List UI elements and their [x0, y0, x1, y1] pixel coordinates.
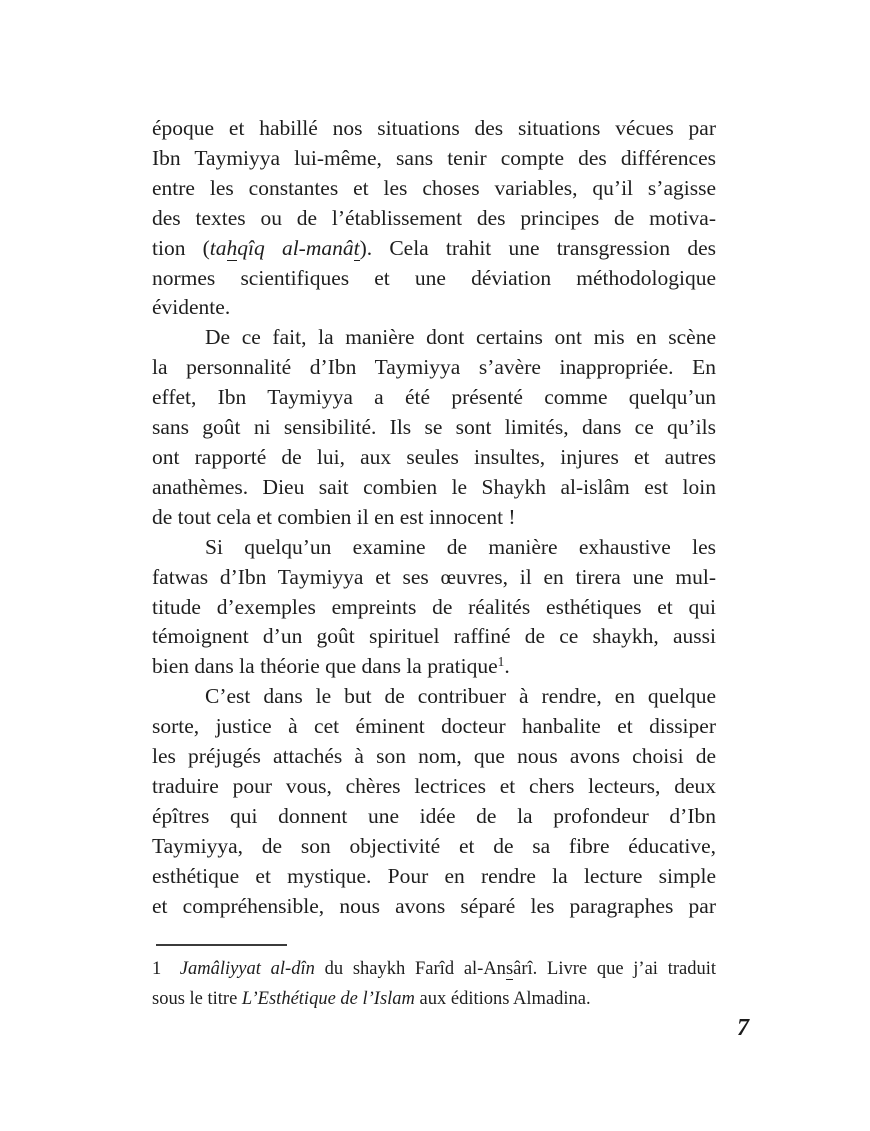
text-segment: de tout cela et combien il en est innocent ! [152, 504, 516, 529]
text-line [152, 742, 716, 772]
text-line [152, 622, 716, 652]
text-segment: 1 [497, 654, 505, 670]
text-line [152, 503, 716, 533]
text-segment: sous le titre [152, 989, 242, 1009]
text-segment: les préjugés attachés à son nom, que nous avons choisi de [152, 744, 716, 769]
text-segment: Si quelqu’un examine de manière exhaustive les [205, 534, 716, 559]
text-segment: Jamâliyyat al-dîn [179, 959, 315, 979]
text-line [152, 954, 716, 984]
text-line [152, 652, 716, 682]
text-segment: traduire pour vous, chères lectrices et chers lecteurs, deux [152, 773, 716, 798]
text-segment: De ce fait, la manière dont certains ont mis en scène [205, 325, 716, 350]
text-segment: du shaykh Farîd al-An [314, 959, 506, 979]
text-line [152, 144, 716, 174]
text-segment: L’Esthétique de l’Islam [241, 989, 415, 1009]
text-line [152, 533, 716, 563]
text-segment: ont rapporté de lui, aux seules insultes, injures et autres [152, 444, 716, 469]
text-segment: témoignent d’un goût spirituel raffiné de ce shaykh, aussi [152, 624, 716, 649]
text-line [152, 174, 716, 204]
text-line [152, 353, 716, 383]
text-segment: Taymiyya, de son objectivité et de sa fibre éducative, [152, 833, 716, 858]
text-line [152, 114, 716, 144]
text-line [152, 204, 716, 234]
text-segment: s [505, 959, 514, 979]
text-segment: C’est dans le but de contribuer à rendre, en quelque [205, 684, 716, 709]
text-segment: esthétique et mystique. Pour en rendre la lecture simple [152, 863, 716, 888]
text-segment: qîq al-manâ [237, 235, 354, 260]
text-segment: ). Cela trahit une transgression des [359, 235, 716, 260]
text-line [152, 413, 716, 443]
text-line [152, 563, 716, 593]
footnote-separator [156, 944, 287, 946]
text-segment: entre les constantes et les choses variables, qu’il s’agisse [152, 175, 716, 200]
main-text [152, 114, 716, 921]
text-segment: anathèmes. Dieu sait combien le Shaykh al-islâm est loin [152, 474, 716, 499]
text-line [152, 383, 716, 413]
text-segment: sorte, justice à cet éminent docteur hanbalite et dissiper [152, 714, 716, 739]
text-line [152, 772, 716, 802]
text-segment: la personnalité d’Ibn Taymiyya s’avère inappropriée. En [152, 355, 716, 380]
text-segment: ârî. Livre que j’ai traduit [513, 959, 716, 979]
text-line [152, 984, 716, 1014]
footnote-text [152, 954, 716, 1014]
text-segment: tion ( [152, 235, 210, 260]
text-line [152, 593, 716, 623]
text-segment: épîtres qui donnent une idée de la profondeur d’Ibn [152, 803, 716, 828]
text-line [152, 473, 716, 503]
text-segment: des textes ou de l’établissement des principes de motiva- [152, 205, 716, 230]
text-line [152, 832, 716, 862]
text-line [152, 293, 716, 323]
text-segment: et compréhensible, nous avons séparé les paragraphes par [152, 893, 716, 918]
text-line [152, 264, 716, 294]
text-line [152, 712, 716, 742]
text-segment: évidente. [152, 295, 231, 320]
text-segment: h [226, 235, 238, 260]
text-segment: t [353, 235, 360, 260]
text-line [152, 802, 716, 832]
text-segment: ta [209, 235, 227, 260]
text-line [152, 682, 716, 712]
footnote [152, 944, 716, 1014]
text-segment: sans goût ni sensibilité. Ils se sont limités, dans ce qu’ils [152, 415, 716, 440]
text-segment: titude d’exemples empreints de réalités esthétiques et qui [152, 594, 716, 619]
page-number: 7 [737, 1015, 749, 1041]
text-segment: . [504, 654, 510, 679]
text-line [152, 234, 716, 264]
text-line [152, 443, 716, 473]
text-segment: 1 [152, 959, 180, 979]
text-segment: fatwas d’Ibn Taymiyya et ses œuvres, il en tirera une mul- [152, 564, 716, 589]
text-segment: aux éditions Almadina. [414, 989, 591, 1009]
text-segment: Ibn Taymiyya lui-même, sans tenir compte des différences [152, 145, 716, 170]
text-line [152, 862, 716, 892]
text-line [152, 323, 716, 353]
text-segment: bien dans la théorie que dans la pratique [152, 654, 498, 679]
text-segment: effet, Ibn Taymiyya a été présenté comme quelqu’un [152, 385, 716, 410]
text-line [152, 892, 716, 922]
text-segment: époque et habillé nos situations des situations vécues par [152, 116, 716, 140]
text-segment: normes scientifiques et une déviation méthodologique [152, 265, 716, 290]
